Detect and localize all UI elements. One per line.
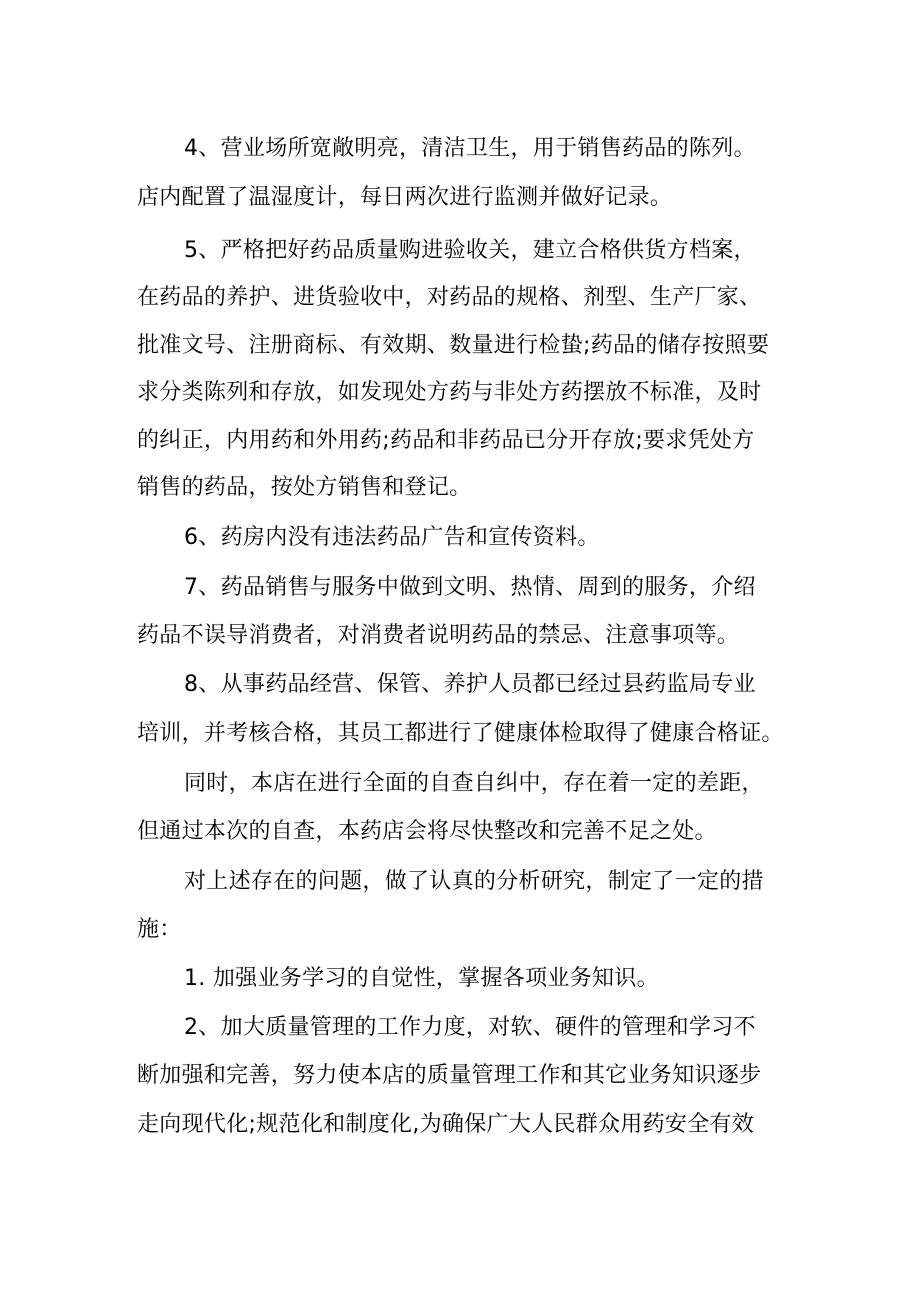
text-line: 走向现代化;规范化和制度化,为确保广大人民群众用药安全有效: [137, 1112, 755, 1137]
text-line: 施：: [137, 917, 182, 942]
text-line: 求分类陈列和存放，如发现处方药与非处方药摆放不标准，及时: [137, 380, 762, 405]
text-line: 7、药品销售与服务中做到文明、热情、周到的服务，介绍: [184, 575, 756, 600]
text-line: 批准文号、注册商标、有效期、数量进行检蛰;药品的储存按照要: [137, 333, 770, 358]
text-line: 6、药房内没有违法药品广告和宣传资料。: [184, 525, 600, 550]
text-line: 2、加大质量管理的工作力度，对软、硬件的管理和学习不: [184, 1015, 756, 1040]
text-line: 同时，本店在进行全面的自查自纠中，存在着一定的差距，: [184, 771, 764, 796]
text-line: 在药品的养护、进货验收中，对药品的规格、剂型、生产厂家、: [137, 285, 762, 310]
text-line: 药品不误导消费者，对消费者说明药品的禁忌、注意事项等。: [137, 623, 740, 648]
text-line: 5、严格把好药品质量购进验收关，建立合格供货方档案，: [184, 238, 756, 263]
text-line: 店内配置了温湿度计，每日两次进行监测并做好记录。: [137, 185, 673, 210]
text-line: 1. 加强业务学习的自觉性，掌握各项业务知识。: [184, 966, 659, 991]
text-line: 但通过本次的自查，本药店会将尽快整改和完善不足之处。: [137, 819, 717, 844]
text-line: 断加强和完善，努力使本店的质量管理工作和其它业务知识逐步: [137, 1063, 762, 1088]
text-line: 8、从事药品经营、保管、养护人员都已经过县药监局专业: [184, 672, 756, 697]
text-line: 的纠正，内用药和外用药;药品和非药品已分开存放;要求凭处方: [137, 428, 755, 453]
text-line: 销售的药品，按处方销售和登记。: [137, 475, 472, 500]
text-line: 培训，并考核合格，其员工都进行了健康体检取得了健康合格证。: [137, 721, 784, 746]
text-line: 4、营业场所宽敞明亮，清洁卫生，用于销售药品的陈列。: [184, 136, 756, 161]
text-line: 对上述存在的问题，做了认真的分析研究，制定了一定的措: [184, 869, 764, 894]
